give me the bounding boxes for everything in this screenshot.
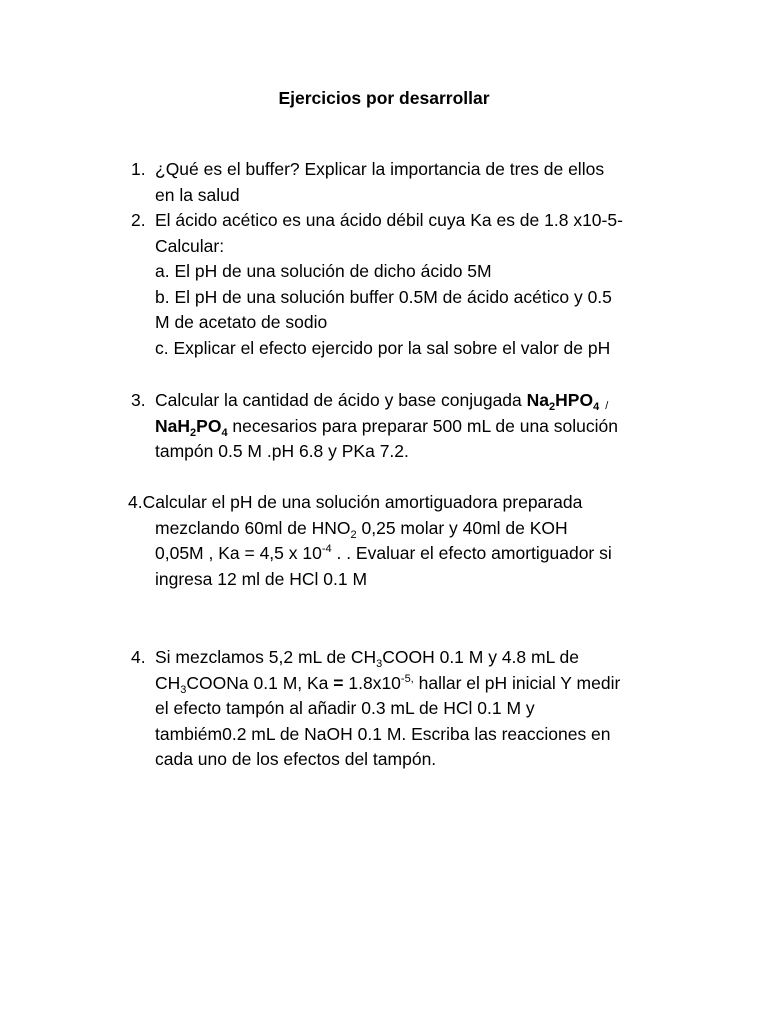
question-3-number: 3. [131,390,146,410]
question-2-part-b: b. El pH de una solución buffer 0.5M de ácido acético y 0.5 [155,286,612,307]
question-2 [155,208,655,362]
question-2-line-1: El ácido acético es una ácido débil cuya Ka es de 1.8 x10-5- [155,210,623,230]
question-3-line-3: tampón 0.5 M .pH 6.8 y PKa 7.2. [155,441,409,462]
question-3-text: Calcular la cantidad de ácido y base conjugada [155,390,527,410]
formula-separator: / [605,400,609,412]
page-title: Ejercicios por desarrollar [278,88,490,108]
question-2-part-a: a. El pH de una solución de dicho ácido 5M [155,261,492,282]
question-4b-line-2: $CH_3COONa$ 0.1 M, $Ka = 1.8x10^{-5,}$ hallar el pH inicial Y medir [155,672,621,696]
question-3-line-1 [155,388,655,414]
question-1 [155,157,655,208]
question-3-line-2: $NaH_2PO_4$ necesarios para preparar 500 mL de una solución [155,415,618,439]
question-4a [128,490,655,592]
question-3 [155,388,655,465]
formula-nah2po4: $NaH_2PO_4$ [155,415,228,439]
question-2-number: 2. [131,210,146,230]
question-2-part-b-cont: M de acetato de sodio [155,312,328,333]
question-4a-line-3: 0,05M , Ka = 4,5 x $10^{-4}$ . . Evaluar el efecto amortiguador si [155,543,612,564]
question-4b-line-3: el efecto tampón al añadir 0.3 mL de HCl 0.1 M y [155,698,535,719]
question-1-line-2: en la salud [155,184,240,205]
formula-na2hpo4: $Na_2HPO_4$ [526,390,600,413]
question-4a-line-2: mezclando 60ml de $HNO_2$ 0,25 molar y 40ml de KOH [155,517,568,541]
question-1-number: 1. [131,159,146,179]
question-4b-line-1: Si mezclamos 5,2 mL de $CH_3COOH$ 0.1 M y 4.8 mL de [155,647,579,670]
question-2-line-2: Calcular: [155,235,225,256]
question-4b [155,645,655,773]
question-4b-number: 4. [131,647,146,667]
question-4a-line-4: ingresa 12 ml de HCl 0.1 M [155,568,368,589]
question-4b-line-4: tambiém0.2 mL de NaOH 0.1 M. Escriba las reacciones en [155,723,611,744]
question-4a-line-1: 4.Calcular el pH de una solución amortiguadora preparada [128,492,583,512]
question-2-part-c: c. Explicar el efecto ejercido por la sal sobre el valor de pH [155,337,611,358]
question-1-line-1: ¿Qué es el buffer? Explicar la importancia de tres de ellos [155,159,605,179]
question-4b-line-5: cada uno de los efectos del tampón. [155,749,437,770]
